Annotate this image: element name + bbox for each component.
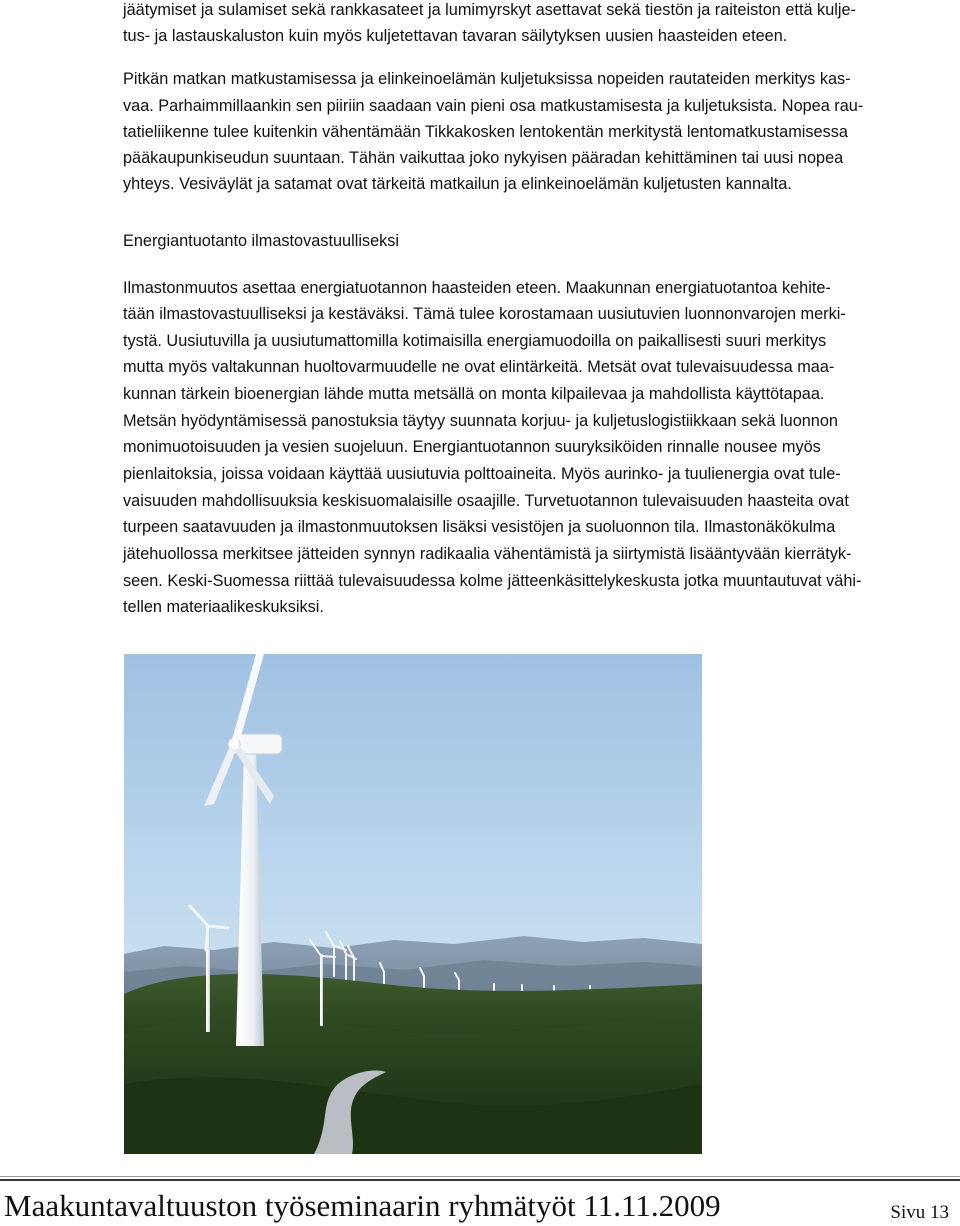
wind-turbines-photo — [124, 654, 702, 1154]
paragraph-line: monimuotoisuuden ja vesien suojeluun. Energiantuotannon suuryksiköiden rinnalle nousee myös — [123, 438, 821, 456]
paragraph-line: pääkaupunkiseudun suuntaan. Tähän vaikuttaa joko nykyisen pääradan kehittäminen tai uusi nopea — [123, 149, 844, 167]
section-heading: Energiantuotanto ilmastovastuulliseksi — [123, 232, 400, 250]
paragraph-line: pienlaitoksia, joissa voidaan käyttää uusiutuvia polttoaineita. Myös aurinko- ja tuulienergia ovat tule- — [123, 465, 841, 483]
paragraph-line: yhteys. Vesiväylät ja satamat ovat tärkeitä matkailun ja elinkeinoelämän kuljetusten kannalta. — [123, 175, 792, 193]
paragraph-line: tus- ja lastauskaluston kuin myös kuljetettavan tavaran säilytyksen uusien haasteiden eteen. — [123, 27, 788, 45]
paragraph-line: seen. Keski-Suomessa riittää tulevaisuudessa kolme jätteenkäsittelykeskusta jotka muuntautuvat vähi- — [123, 572, 862, 590]
footer-divider — [0, 1176, 960, 1177]
paragraph-line: vaa. Parhaimmillaankin sen piiriin saadaan vain pieni osa matkustamisesta ja kuljetuksista. Nopea rau- — [123, 97, 864, 115]
paragraph-line: jätehuollossa merkitsee jätteiden synnyn radikaalia vähentämistä ja siirtymistä lisääntyvään kierrätyk- — [123, 545, 852, 563]
paragraph-line: Pitkän matkan matkustamisessa ja elinkeinoelämän kuljetuksissa nopeiden rautateiden merkitys kas- — [123, 70, 851, 88]
paragraph-line: turpeen saatavuuden ja ilmastonmuutoksen lisäksi vesistöjen ja suoluonnon tila. Ilmastonäkökulma — [123, 518, 836, 536]
footer-title: Maakuntavaltuuston työseminaarin ryhmätyöt 11.11.2009 — [4, 1188, 721, 1223]
paragraph-line: Metsän hyödyntämisessä panostuksia täytyy suunnata korjuu- ja kuljetuslogistiikkaan sekä luonnon — [123, 412, 838, 430]
paragraph-line: tystä. Uusiutuvilla ja uusiutumattomilla kotimaisilla energiamuodoilla on paikallisesti suuri merkitys — [123, 332, 827, 350]
paragraph-line: vaisuuden mahdollisuuksia keskisuomalaisille osaajille. Turvetuotannon tulevaisuuden haasteita ovat — [123, 492, 849, 510]
paragraph-line: tellen materiaalikeskuksiksi. — [123, 598, 324, 616]
paragraph-line: mutta myös valtakunnan huoltovarmuudelle ne ovat elintärkeitä. Metsät ovat tulevaisuudessa maa- — [123, 358, 835, 376]
paragraph-line: kunnan tärkein bioenergian lähde mutta metsällä on monta kilpailevaa ja mahdollista käyttötapaa. — [123, 385, 825, 403]
paragraph-line: tatieliikenne tulee kuitenkin vähentämään Tikkakosken lentokentän merkitystä lentomatkustamisessa — [123, 123, 848, 141]
paragraph-line: jäätymiset ja sulamiset sekä rankkasateet ja lumimyrskyt asettavat sekä tiestön ja raiteiston että kulje- — [123, 1, 856, 19]
paragraph-line: Ilmastonmuutos asettaa energiatuotannon haasteiden eteen. Maakunnan energiatuotantoa kehite- — [123, 279, 831, 297]
paragraph-line: tään ilmastovastuulliseksi ja kestäväksi. Tämä tulee korostamaan uusiutuvien luonnonvarojen merki- — [123, 305, 846, 323]
page-number: Sivu 13 — [890, 1202, 949, 1223]
footer-divider — [0, 1179, 960, 1181]
